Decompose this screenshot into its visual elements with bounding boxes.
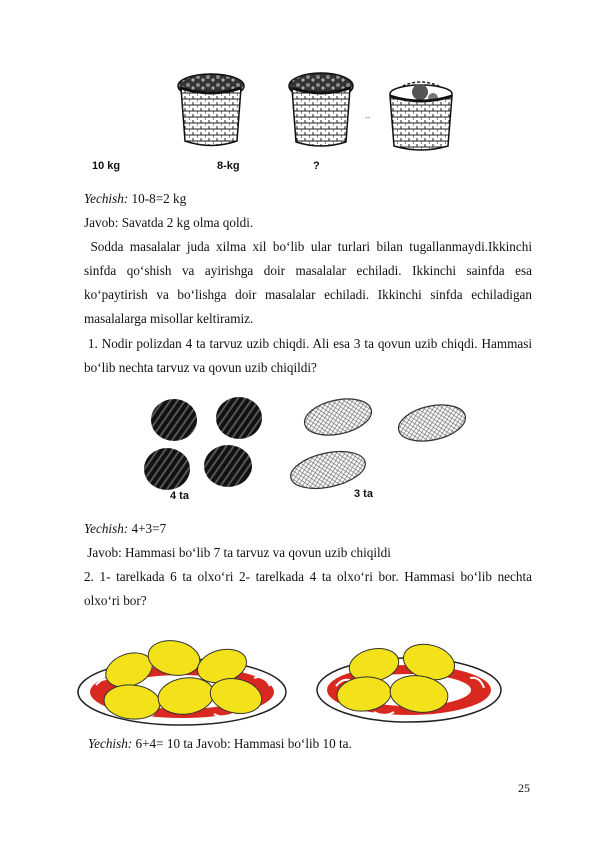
task-2-line-2: olxo‘ri bor? (84, 593, 147, 608)
svg-text:--: -- (365, 113, 371, 122)
paragraph-line-3: ko‘paytirish va bo‘lishga doir masalalar echiladi. Ikkinchi sinfda echiladigan (84, 287, 532, 302)
solution-2 (84, 517, 166, 541)
basket-full-1 (178, 74, 244, 146)
melons-illustration (140, 390, 480, 502)
task-1-line-2: bo‘lib nechta tarvuz va qovun uzib chiqildi? (84, 360, 317, 375)
solution-1-label: Yechish: (84, 191, 129, 206)
solution-3 (88, 732, 352, 756)
melon-count-label: 3 ta (354, 488, 373, 500)
solution-1 (84, 187, 186, 211)
solution-2-label: Yechish: (84, 521, 129, 536)
plates-figure (74, 630, 504, 730)
basket-partial (390, 82, 452, 150)
solution-1-expression: 10-8=2 kg (128, 191, 187, 206)
basket-label-10kg: 10 kg (92, 160, 121, 172)
melons (287, 393, 468, 494)
solution-3-rest: 6+4= 10 ta Javob: Hammasi bo‘lib 10 ta. (132, 736, 352, 751)
paragraph-line-4: masalalarga misollar keltiramiz. (84, 311, 254, 326)
task-1-line-1: 1. Nodir polizdan 4 ta tarvuz uzib chiqdi. Ali esa 3 ta qovun uzib chiqdi. Hammasi (84, 336, 532, 351)
task-2-line-1: 2. 1- tarelkada 6 ta olxo‘ri 2- tarelkada 4 ta olxo‘ri bor. Hammasi bo‘lib nechta (84, 569, 532, 584)
solution-3-label: Yechish: (88, 736, 133, 751)
plates-illustration (74, 630, 504, 730)
paragraph-line-1: Sodda masalalar juda xilma xil bo‘lib ular turlari bilan tugallanmaydi.Ikkinchi (84, 239, 532, 254)
page-number: 25 (518, 781, 530, 795)
basket-label-question: ? (313, 160, 320, 172)
plums-plate-1 (101, 637, 265, 722)
watermelons (144, 397, 262, 490)
baskets-illustration (85, 66, 485, 178)
melons-figure (140, 390, 480, 502)
baskets-figure (85, 66, 485, 178)
watermelon-count-label: 4 ta (170, 490, 189, 502)
answer-2: Javob: Hammasi bo‘lib 7 ta tarvuz va qovun uzib chiqildi (84, 545, 391, 560)
solution-2-expression: 4+3=7 (128, 521, 167, 536)
basket-label-8kg: 8-kg (217, 160, 240, 172)
paragraph-line-2: sinfda qo‘shish va ayirishga doir masalalar echiladi. Ikkinchi sainfda esa (84, 263, 532, 278)
answer-1: Javob: Savatda 2 kg olma qoldi. (84, 215, 254, 230)
basket-full-2 (289, 73, 353, 146)
